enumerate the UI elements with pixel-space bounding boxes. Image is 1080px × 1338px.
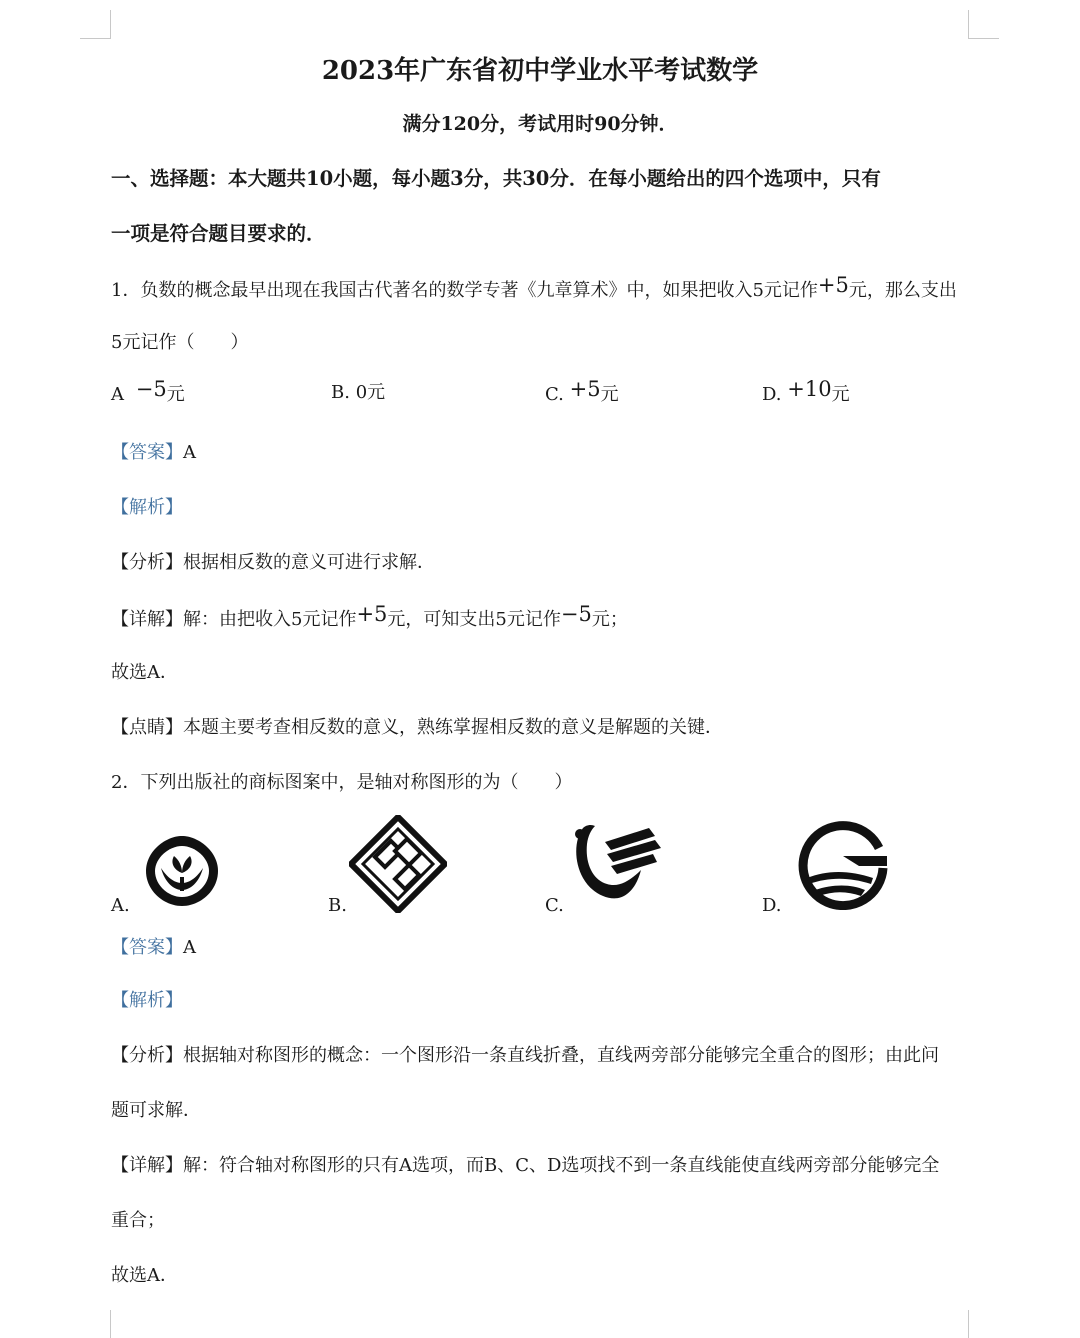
page-title: 2023年广东省初中学业水平考试数学 bbox=[321, 56, 759, 86]
q1-option-a-math: −5 bbox=[135, 377, 167, 401]
logo-b-image bbox=[349, 815, 447, 913]
q1-answer-value: A bbox=[183, 442, 196, 463]
q1-option-c bbox=[545, 377, 619, 408]
q2-stem: 2．下列出版社的商标图案中，是轴对称图形的为（ ） bbox=[111, 772, 573, 793]
q1-dianjing: 【点睛】本题主要考查相反数的意义，熟练掌握相反数的意义是解题的关键． bbox=[111, 717, 723, 738]
corner-mark-top-left bbox=[80, 10, 111, 39]
q2-detail-line1: 【详解】解：符合轴对称图形的只有A选项，而B、C、D选项找不到一条直线能使直线两旁部分能够完全 bbox=[111, 1155, 940, 1176]
corner-mark-bottom-right bbox=[968, 1310, 999, 1338]
q1-option-d-unit: 元 bbox=[831, 384, 850, 405]
q2-option-d-label: D. bbox=[762, 895, 782, 916]
section-heading-line1: 一、选择题：本大题共10小题，每小题3分，共30分．在每小题给出的四个选项中，只有 bbox=[111, 167, 881, 190]
q1-answer bbox=[111, 440, 196, 466]
q1-choose: 故选A． bbox=[111, 662, 178, 683]
q2-option-b-label: B. bbox=[328, 895, 347, 916]
q1-detail-math1: +5 bbox=[356, 602, 388, 626]
logo-a-image bbox=[143, 833, 221, 909]
q2-analysis-tag: 【解析】 bbox=[111, 990, 183, 1011]
q1-option-d-math: +10 bbox=[787, 377, 832, 401]
q1-option-c-unit: 元 bbox=[600, 384, 619, 405]
q1-detail-mid: 元，可知支出5元记作 bbox=[387, 609, 561, 630]
q1-detail-text: 【详解】解：由把收入5元记作 bbox=[111, 609, 357, 630]
q1-answer-tag: 【答案】 bbox=[111, 442, 183, 463]
q2-option-a-label: A. bbox=[111, 895, 130, 916]
q1-option-c-label: C. bbox=[545, 384, 564, 405]
q2-detail-line2: 重合； bbox=[111, 1210, 165, 1231]
q1-stem-text: 1．负数的概念最早出现在我国古代著名的数学专著《九章算术》中，如果把收入5元记作 bbox=[111, 280, 818, 301]
q1-option-a-label: A bbox=[111, 384, 124, 405]
corner-mark-bottom-left bbox=[80, 1310, 111, 1338]
q1-option-d-label: D. bbox=[762, 384, 782, 405]
logo-c-image bbox=[569, 822, 665, 906]
q1-stem-line2: 5元记作（ ） bbox=[111, 332, 249, 353]
q1-option-a bbox=[111, 377, 185, 408]
q1-detail bbox=[111, 602, 628, 633]
section-heading-line2: 一项是符合题目要求的． bbox=[111, 222, 326, 245]
q1-stem-math: +5 bbox=[817, 273, 849, 297]
q2-answer bbox=[111, 935, 196, 961]
q1-detail-end: 元； bbox=[591, 609, 628, 630]
q2-answer-tag: 【答案】 bbox=[111, 937, 183, 958]
q1-stem-text-end: 元，那么支出 bbox=[848, 280, 957, 301]
q2-option-c-label: C. bbox=[545, 895, 564, 916]
q1-option-b-label: B. bbox=[331, 382, 350, 403]
q2-choose: 故选A． bbox=[111, 1265, 178, 1286]
q1-fenxi: 【分析】根据相反数的意义可进行求解． bbox=[111, 552, 435, 573]
corner-mark-top-right bbox=[968, 10, 999, 39]
q2-fenxi-line1: 【分析】根据轴对称图形的概念：一个图形沿一条直线折叠，直线两旁部分能够完全重合的图形；由此问 bbox=[111, 1045, 939, 1066]
page-subtitle: 满分120分，考试用时90分钟． bbox=[402, 113, 678, 135]
q1-option-b-text: 0元 bbox=[355, 382, 386, 403]
q2-fenxi-line2: 题可求解． bbox=[111, 1100, 201, 1121]
q1-option-a-unit: 元 bbox=[166, 384, 185, 405]
q2-answer-value: A bbox=[183, 937, 196, 958]
q1-analysis-tag: 【解析】 bbox=[111, 497, 183, 518]
q1-stem-line1 bbox=[111, 273, 957, 304]
q1-option-b bbox=[331, 380, 385, 406]
q1-option-c-math: +5 bbox=[569, 377, 601, 401]
q1-detail-math2: −5 bbox=[560, 602, 592, 626]
q1-option-d bbox=[762, 377, 850, 408]
logo-d-image bbox=[797, 820, 891, 910]
